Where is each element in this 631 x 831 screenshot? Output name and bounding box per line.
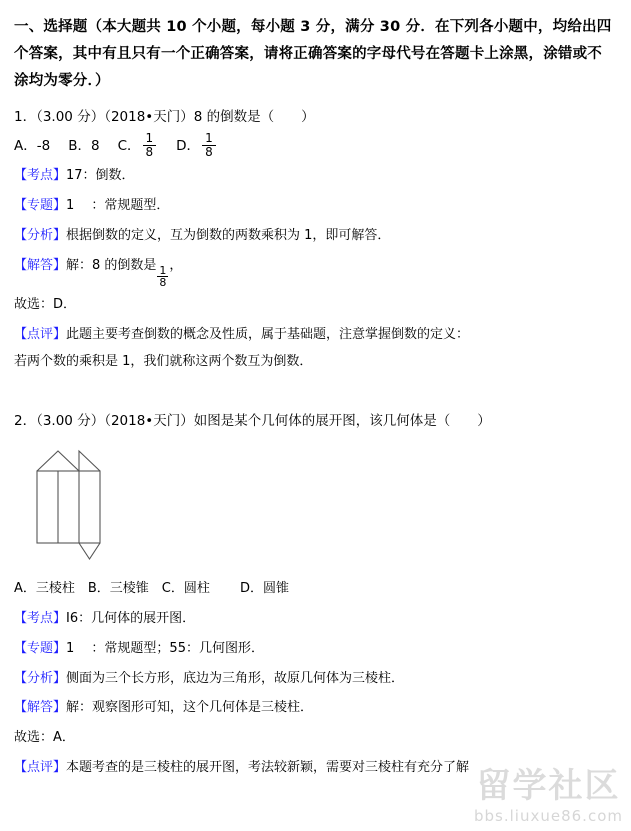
option-c-numerator: 1: [145, 131, 154, 146]
option-a-letter: A．: [14, 137, 37, 154]
option-d-fraction: [202, 132, 216, 158]
zhuanti-tag: 【专题】: [14, 197, 67, 213]
section-heading: 一、选择题（本大题共 10 个小题，每小题 3 分，满分 30 分．在下列各小题中，均给出四个答案，其中有且只有一个正确答案，请将正确答案的字母代号在答题卡上涂黑，涂错或不涂均为零分．）: [14, 19, 612, 89]
option-b[interactable]: [68, 133, 99, 160]
option-d-denominator: 8: [202, 145, 216, 159]
jieda-tag: 【解答】: [14, 700, 67, 716]
option-c-denominator: 8: [143, 145, 157, 159]
q1-dianping-line: [14, 321, 615, 349]
fenxi-text: 根据倒数的定义，互为倒数的两数乘积为 1，即可解答．: [66, 227, 391, 243]
kaodian-tag: 【考点】: [14, 610, 67, 626]
kaodian-tag: 【考点】: [14, 167, 67, 183]
dianping-text: 此题主要考查倒数的概念及性质，属于基础题，注意掌握倒数的定义：: [66, 326, 470, 342]
zhuanti-text: 1 ：常规题型；55：几何图形．: [66, 640, 264, 656]
q1-kaodian-line: [14, 162, 615, 190]
fenxi-tag: 【分析】: [14, 670, 67, 686]
kaodian-text: I6：几何体的展开图．: [66, 610, 196, 626]
jieda-text-after: ，: [169, 257, 183, 273]
question-separator: [14, 376, 615, 398]
jieda-tag: 【解答】: [14, 257, 67, 273]
question-1-stem: 1．（3.00 分）（2018•天门）8 的倒数是（ ）: [14, 109, 315, 126]
option-a-value: -8: [36, 137, 51, 154]
option-d-numerator: 1: [205, 131, 213, 146]
option-d-letter: D．: [176, 137, 201, 154]
fenxi-tag: 【分析】: [14, 227, 67, 243]
dianping-tag: 【点评】: [14, 760, 67, 776]
dianping-tag: 【点评】: [14, 326, 67, 342]
jieda-fraction: [157, 265, 168, 289]
kaodian-text: 17：倒数．: [66, 167, 135, 183]
watermark-url: bbs.liuxue86.com: [474, 807, 623, 825]
dianping-text: 本题考查的是三棱柱的展开图，考法较新颖，需要对三棱柱有充分了解: [66, 760, 470, 776]
watermark-title: 留学社区: [476, 766, 621, 806]
question-1-options: [14, 133, 615, 160]
q1-answer-choice: 故选：D．: [14, 296, 77, 312]
question-2-stem: 2．（3.00 分）（2018•天门）如图是某个几何体的展开图，该几何体是（ ）: [14, 413, 491, 430]
jieda-text: 解：观察图形可知，这个几何体是三棱柱．: [66, 700, 314, 716]
question-2-options[interactable]: A．三棱柱 B．三棱锥 C．圆柱 D．圆锥: [14, 580, 290, 596]
q1-zhuanti-line: [14, 192, 615, 220]
jieda-numerator: 1: [159, 263, 167, 277]
option-a[interactable]: [14, 133, 50, 160]
q1-dianping-cont: 若两个数的乘积是 1，我们就称这两个数互为倒数．: [14, 354, 313, 370]
prism-net-diagram: [36, 449, 615, 565]
q2-jieda-line: [14, 694, 615, 722]
option-d[interactable]: [176, 133, 218, 160]
q1-fenxi-line: [14, 222, 615, 250]
q1-jieda-line: [14, 252, 615, 289]
option-c[interactable]: [118, 133, 159, 160]
option-c-letter: C．: [117, 137, 141, 154]
zhuanti-tag: 【专题】: [14, 640, 67, 656]
q2-kaodian-line: [14, 605, 615, 633]
option-b-value: 8: [90, 137, 100, 154]
q2-dianping-line: [14, 754, 615, 782]
q2-answer-choice: 故选：A．: [14, 730, 75, 746]
option-b-letter: B．: [68, 137, 91, 154]
option-c-fraction: [143, 132, 157, 158]
jieda-denominator: 8: [159, 276, 167, 290]
jieda-text-before: 解：8 的倒数是: [66, 257, 157, 273]
q2-zhuanti-line: [14, 635, 615, 663]
q2-fenxi-line: [14, 665, 615, 693]
zhuanti-text: 1 ：常规题型．: [66, 197, 170, 213]
fenxi-text: 侧面为三个长方形，底边为三角形，故原几何体为三棱柱．: [66, 670, 405, 686]
